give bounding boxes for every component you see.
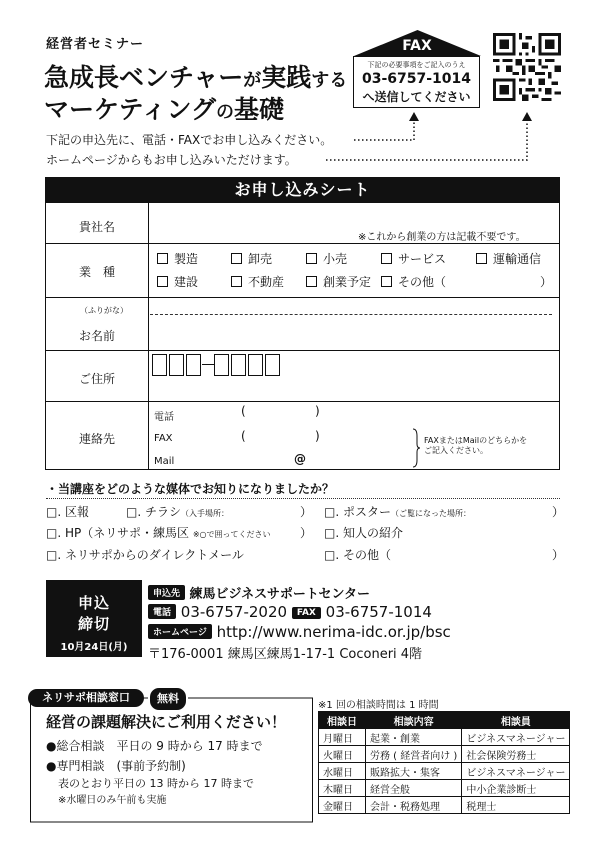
industry-option-manufacturing[interactable]: 製造 xyxy=(157,250,198,267)
name-label: お名前 xyxy=(78,329,115,343)
table-cell: 経営全般 xyxy=(366,780,462,797)
consult-table xyxy=(318,711,570,814)
industry-other-close: ） xyxy=(540,275,553,289)
media-divider xyxy=(46,498,560,499)
media-option-flyer[interactable]: □. チラシ（入手場所： xyxy=(126,505,229,519)
row-divider xyxy=(45,243,560,244)
industry-option-transport[interactable]: 運輸通信 xyxy=(476,250,541,267)
general-consult: ●総合相談 平日の 9 時から 17 時まで xyxy=(46,739,263,753)
fax-field[interactable] xyxy=(255,429,310,445)
table-cell: 労務 ( 経営者向け ) xyxy=(366,746,462,763)
wednesday-note: ※水曜日のみ午前も実施 xyxy=(58,795,167,806)
row-divider xyxy=(45,297,560,298)
furigana-divider xyxy=(150,314,552,315)
contact-note: FAXまたはMailのどちらかを ご記入ください。 xyxy=(424,436,528,455)
address-field[interactable] xyxy=(280,352,555,398)
tel-label: 電話 xyxy=(154,412,174,423)
media-poster-close: ） xyxy=(552,505,565,519)
special-consult: ●専門相談 (事前予約制) xyxy=(46,759,186,773)
media-option-referral[interactable]: □. 知人の紹介 xyxy=(324,526,403,540)
table-cell: 木曜日 xyxy=(319,780,366,797)
tel-paren-close: ) xyxy=(315,404,320,418)
table-cell: 水曜日 xyxy=(319,763,366,780)
table-row xyxy=(319,746,570,763)
mail-field[interactable] xyxy=(190,452,390,468)
sheet-title: お申し込みシート xyxy=(45,177,560,203)
table-cell: 税理士 xyxy=(462,797,570,814)
industry-option-other[interactable]: その他（ xyxy=(381,273,446,290)
deadline-box xyxy=(46,580,142,657)
media-flyer-close: ） xyxy=(300,505,313,519)
fax-send-text: へ送信してください xyxy=(362,90,471,104)
industry-option-retail[interactable]: 小売 xyxy=(306,250,347,267)
furigana-field[interactable] xyxy=(150,300,555,312)
table-header: 相談日 xyxy=(319,712,366,729)
apply-address: 〒176-0001 練馬区練馬1-17-1 Coconeri 4階 xyxy=(148,647,423,662)
brace-icon xyxy=(411,428,421,468)
special-detail: 表のとおり平日の 13 時から 17 時まで xyxy=(58,777,254,790)
apply-url-row[interactable] xyxy=(148,623,451,641)
table-cell: ビジネスマネージャー xyxy=(462,763,570,780)
media-option-hp[interactable]: □. HP（ネリサポ・練馬区 ※○で囲ってください xyxy=(46,526,271,540)
industry-label: 業 種 xyxy=(78,265,115,279)
apply-tag: 申込先 xyxy=(148,585,185,600)
media-option-direct-mail[interactable]: □. ネリサポからのダイレクトメール xyxy=(46,548,244,562)
intro-line1: 下記の申込先に、電話・FAXでお申し込みください。 xyxy=(46,133,333,147)
table-cell: 中小企業診断士 xyxy=(462,780,570,797)
intro-line2: ホームページからもお申し込みいただけます。 xyxy=(46,153,297,167)
media-option-other[interactable]: □. その他（ xyxy=(324,548,391,562)
tel-field[interactable] xyxy=(255,404,310,420)
table-cell: 社会保険労務士 xyxy=(462,746,570,763)
page-title-line1: 急成長ベンチャーが実践する xyxy=(44,63,348,92)
row-divider xyxy=(45,350,560,351)
contact-label: 連絡先 xyxy=(78,432,115,446)
table-row xyxy=(319,729,570,746)
row-divider xyxy=(45,401,560,402)
seminar-label: 経営者セミナー xyxy=(46,37,145,52)
name-field[interactable] xyxy=(150,318,555,348)
table-header: 相談内容 xyxy=(366,712,462,729)
tel-tag: 電話 xyxy=(148,604,176,619)
table-row xyxy=(319,780,570,797)
media-other-close: ） xyxy=(552,548,565,562)
media-question: ・当講座をどのような媒体でお知りになりましたか？ xyxy=(46,482,335,496)
industry-option-wholesale[interactable]: 卸売 xyxy=(231,250,272,267)
tel-paren-open: ( xyxy=(241,404,246,418)
company-label: 貴社名 xyxy=(78,220,115,234)
media-option-poster[interactable]: □. ポスター（ご覧になった場所： xyxy=(324,505,471,519)
table-cell: 販路拡大・集客 xyxy=(366,763,462,780)
industry-option-service[interactable]: サービス xyxy=(381,250,446,267)
dotted-arrows xyxy=(0,0,595,180)
apply-tel: 03-6757-2020 xyxy=(180,603,288,621)
apply-phones xyxy=(148,603,432,621)
page-title-line2: マーケティングの基礎 xyxy=(44,95,285,124)
fax-paren-open: ( xyxy=(241,429,246,443)
industry-option-construction[interactable]: 建設 xyxy=(157,273,198,290)
media-hp-close: ） xyxy=(300,526,313,540)
fax-field-label: FAX xyxy=(154,433,173,444)
consult-title: 経営の課題解決にご利用ください！ xyxy=(46,713,287,731)
homepage-tag: ホームページ xyxy=(148,624,212,639)
address-label: ご住所 xyxy=(78,372,115,386)
fax-note: 下記の必要事項をご記入のうえ xyxy=(367,61,466,69)
table-row xyxy=(319,763,570,780)
table-cell: 金曜日 xyxy=(319,797,366,814)
media-option-newspaper[interactable]: □. 区報 xyxy=(46,505,89,519)
table-cell: 火曜日 xyxy=(319,746,366,763)
consult-tag: ネリサポ相談窓口 xyxy=(28,689,144,707)
table-cell: 会計・税務処理 xyxy=(366,797,462,814)
company-note: ※これから創業の方は記載不要です。 xyxy=(358,232,526,243)
table-header: 相談員 xyxy=(462,712,570,729)
deadline-label-2: 締切 xyxy=(77,615,110,633)
table-cell: ビジネスマネージャー xyxy=(462,729,570,746)
table-cell: 起業・創業 xyxy=(366,729,462,746)
deadline-label-1: 申込 xyxy=(77,594,110,612)
mail-label: Mail xyxy=(154,456,175,467)
industry-option-realestate[interactable]: 不動産 xyxy=(231,273,284,290)
apply-url: http://www.nerima-idc.or.jp/bsc xyxy=(216,623,451,641)
fax-number: 03-6757-1014 xyxy=(361,71,472,87)
at-mark: @ xyxy=(294,452,306,466)
table-row xyxy=(319,797,570,814)
industry-option-startup[interactable]: 創業予定 xyxy=(306,273,371,290)
apply-org: 申込先 練馬ビジネスサポートセンター xyxy=(148,583,370,602)
fax-label: FAX xyxy=(402,38,432,54)
table-cell: 月曜日 xyxy=(319,729,366,746)
fax-tag: FAX xyxy=(292,607,321,619)
fax-paren-close: ) xyxy=(315,429,320,443)
deadline-date: 10月24日(月) xyxy=(60,642,128,653)
apply-fax: 03-6757-1014 xyxy=(325,603,432,621)
table-note: ※1 回の相談時間は 1 時間 xyxy=(318,700,439,711)
free-badge: 無料 xyxy=(148,686,188,712)
furigana-label: （ふりがな） xyxy=(80,306,128,315)
